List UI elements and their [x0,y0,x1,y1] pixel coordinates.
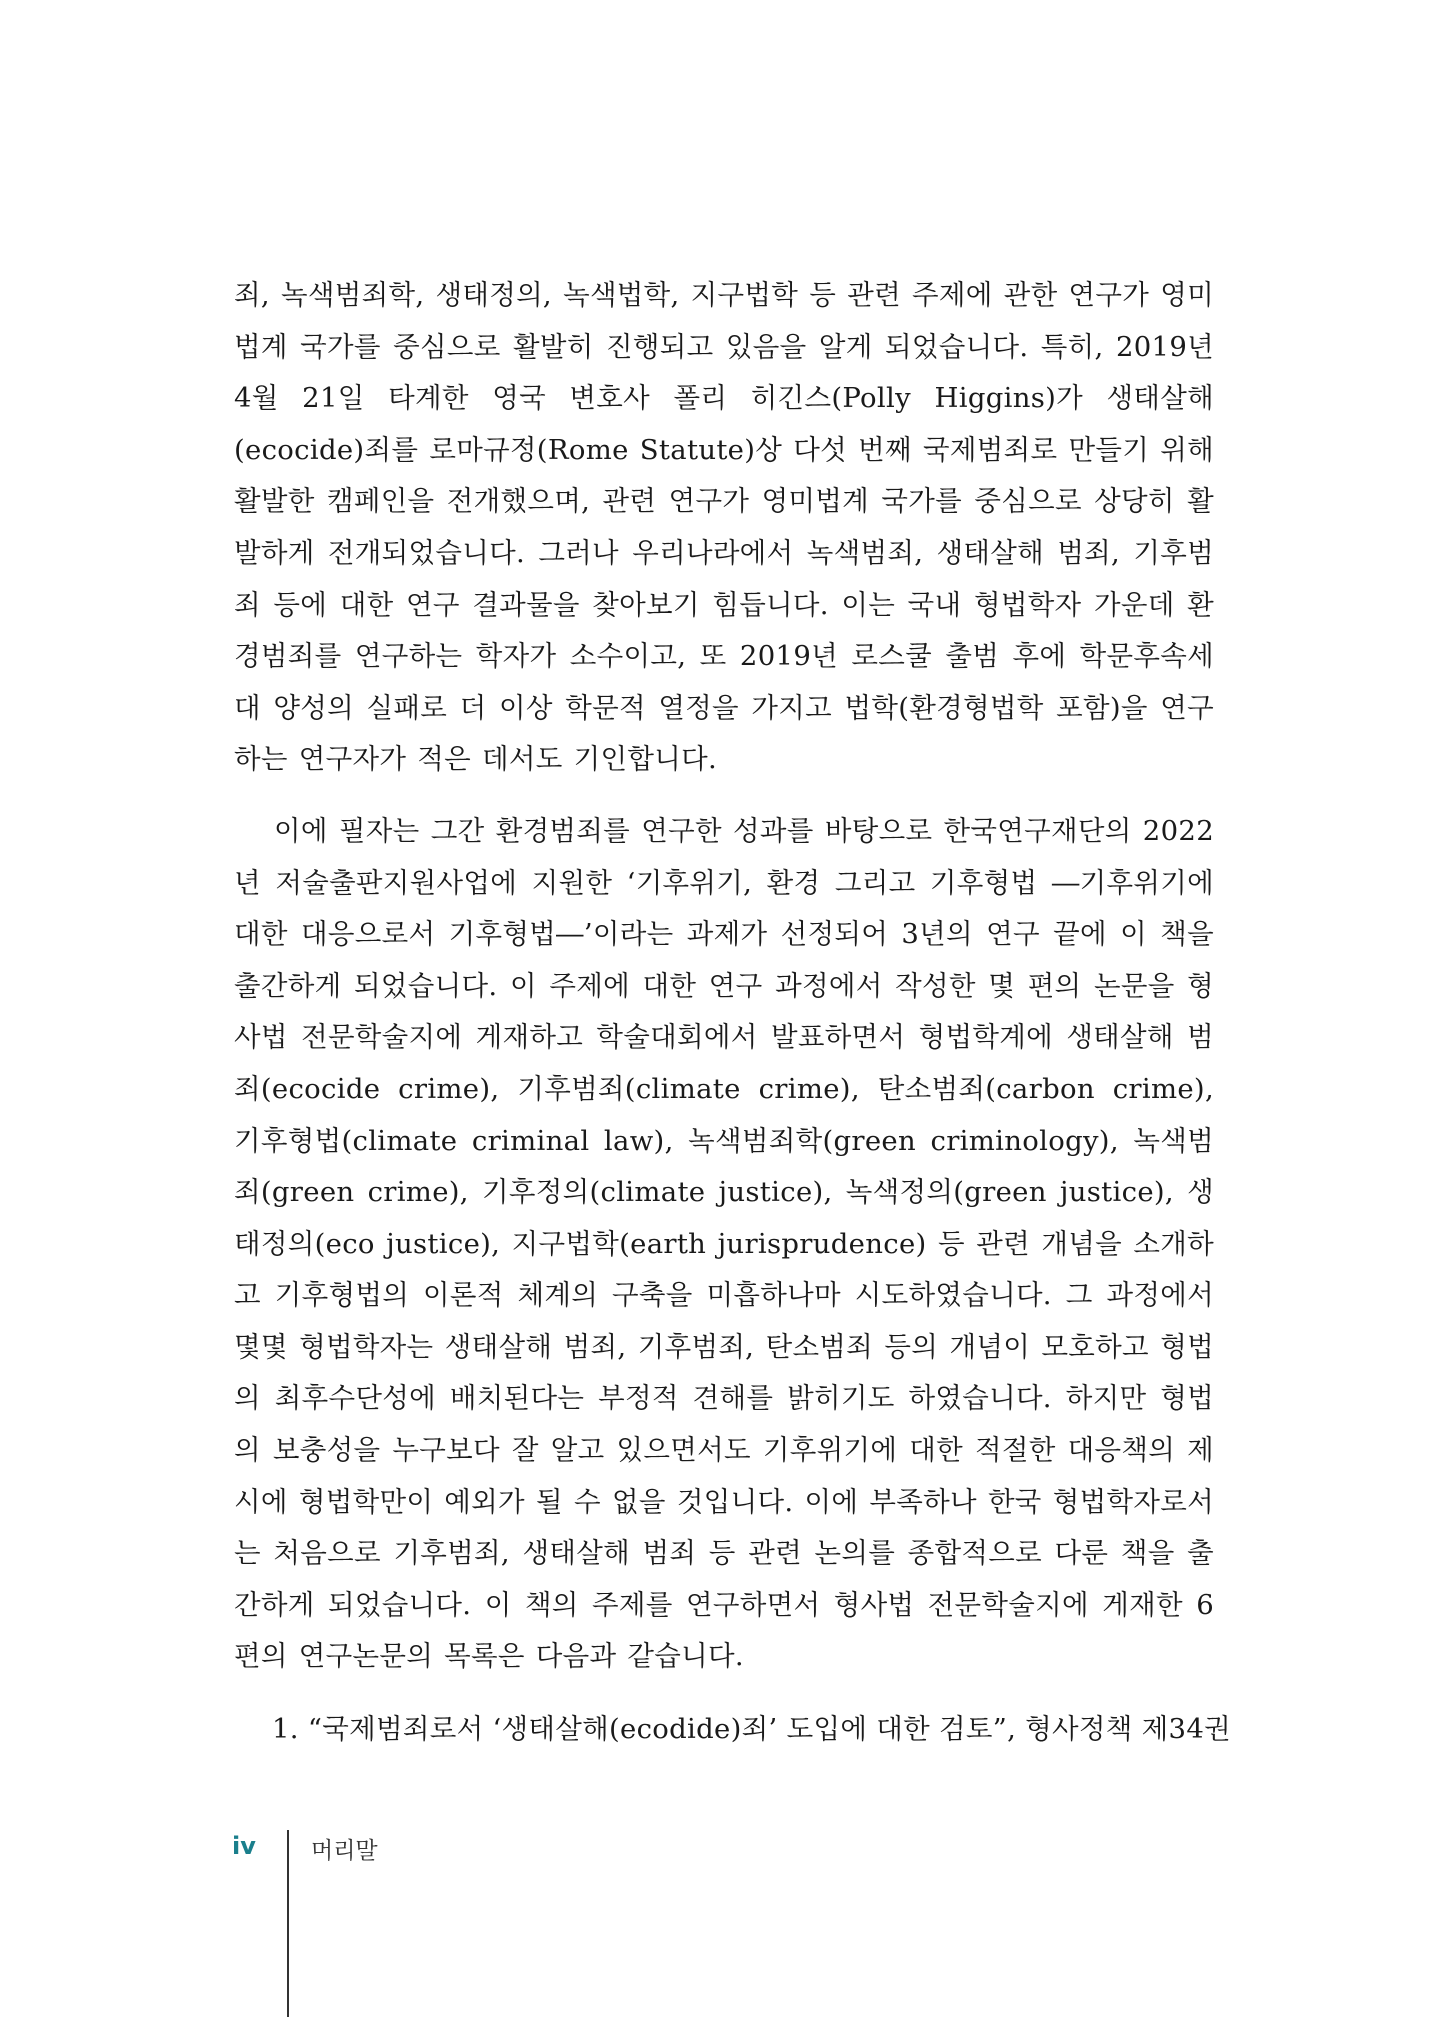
running-footer-section: 머리말 [311,1838,378,1864]
page-number: iv [232,1832,256,1860]
paragraph-1: 죄, 녹색범죄학, 생태정의, 녹색법학, 지구법학 등 관련 주제에 관한 연구가 영미법계 국가를 중심으로 활발히 진행되고 있음을 알게 되었습니다. 특히, 2019년 4월 21일 타계한 영국 변호사 폴리 히긴스(Polly Higgins)가 생태살해(ecocide)죄를 로마규정(Rome Statute)상 다섯 번째 국제범죄로 만들기 위해 활발한 캠페인을 전개했으며, 관련 연구가 영미법계 국가를 중심으로 상당히 활발하게 전개되었습니다. 그러나 우리나라에서 녹색범죄, 생태살해 범죄, 기후범죄 등에 대한 연구 결과물을 찾아보기 힘듭니다. 이는 국내 형법학자 가운데 환경범죄를 연구하는 학자가 소수이고, 또 2019년 로스쿨 출범 후에 학문후속세대 양성의 실패로 더 이상 학문적 열정을 가지고 법학(환경형법학 포함)을 연구하는 연구자가 적은 데서도 기인합니다. [234,279,1214,776]
paragraph-2: 이에 필자는 그간 환경범죄를 연구한 성과를 바탕으로 한국연구재단의 2022년 저술출판지원사업에 지원한 ‘기후위기, 환경 그리고 기후형법 ―기후위기에 대한 대응으로서 기후형법―’이라는 과제가 선정되어 3년의 연구 끝에 이 책을 출간하게 되었습니다. 이 주제에 대한 연구 과정에서 작성한 몇 편의 논문을 형사법 전문학술지에 게재하고 학술대회에서 발표하면서 형법학계에 생태살해 범죄(ecocide crime), 기후범죄(climate crime), 탄소범죄(carbon crime), 기후형법(climate criminal law), 녹색범죄학(green criminology), 녹색범죄(green crime), 기후정의(climate justice), 녹색정의(green justice), 생태정의(eco justice), 지구법학(earth jurisprudence) 등 관련 개념을 소개하고 기후형법의 이론적 체계의 구축을 미흡하나마 시도하였습니다. 그 과정에서 몇몇 형법학자는 생태살해 범죄, 기후범죄, 탄소범죄 등의 개념이 모호하고 형법의 최후수단성에 배치된다는 부정적 견해를 밝히기도 하였습니다. 하지만 형법의 보충성을 누구보다 잘 알고 있으면서도 기후위기에 대한 적절한 대응책의 제시에 형법학만이 예외가 될 수 없을 것입니다. 이에 부족하나 한국 형법학자로서는 처음으로 기후범죄, 생태살해 범죄 등 관련 논의를 종합적으로 다룬 책을 출간하게 되었습니다. 이 책의 주제를 연구하면서 형사법 전문학술지에 게재한 6편의 연구논문의 목록은 다음과 같습니다. [234,814,1214,1673]
body-text [234,270,1214,1683]
footer-divider [287,1830,289,2017]
list-item: 1. “국제범죄로서 ‘생태살해(ecodide)죄’ 도입에 대한 검토”, 형사정책 제34권 [272,1713,1231,1745]
